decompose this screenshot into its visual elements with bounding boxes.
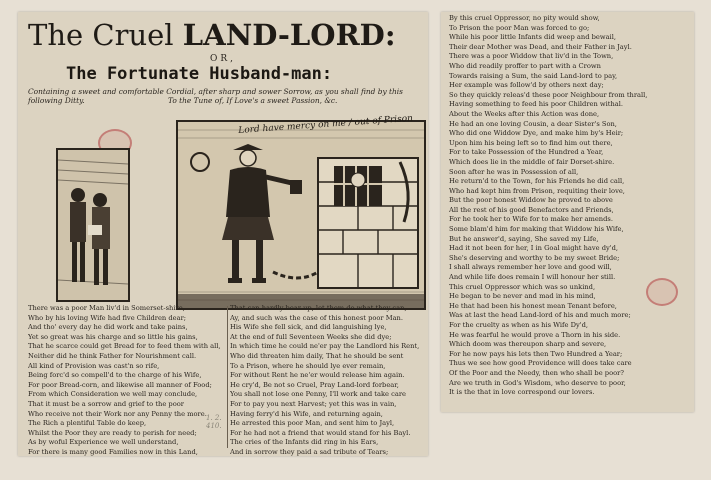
verse-line: Who did readily proffer to part with a Crown (449, 61, 601, 70)
verse-line: Having something to feed his poor Children withal. (449, 100, 624, 109)
verse-line: All kind of Provision was cast'n so rife, (28, 361, 160, 370)
broadside-right-sheet (441, 12, 694, 412)
verse-line: Who did one Widdow Dye, and make him by's Heir; (449, 129, 624, 138)
verse-line: Whilst the Poor they are ready to perish for need; (28, 428, 197, 437)
verse-line: That he scarce could get Bread for to feed them with all, (28, 342, 221, 351)
verse-line: Soon after he was in Possession of all, (449, 167, 579, 176)
verse-line: About the Weeks after this Action was done, (449, 109, 600, 118)
title-or: OR, (209, 54, 236, 64)
verse-line: Who had kept him from Prison, requiting their love, (449, 186, 625, 195)
verse-line: I shall always remember her love and good will, (449, 263, 612, 272)
verse-line: Ay, and such was the case of this honest poor Man. (230, 313, 403, 322)
ballad-title (28, 20, 420, 50)
verse-line: That it must be a sorrow and grief to the poor (28, 399, 184, 408)
verse-line: Thus we see how good Providence will does take care (449, 359, 632, 368)
verse-line: Towards raising a Sum, the said Land-lord to pay, (449, 71, 618, 80)
verse-column-1 (28, 304, 226, 456)
intro-text: Containing a sweet and comfortable Cordial, after sharp and sower Sorrow, as you shall find by this following Ditty. (28, 87, 403, 105)
verse-line: To a Prison, where he should lye ever remain, (230, 361, 386, 370)
woodcut-main-scene (176, 120, 426, 310)
title-prefix: The Cruel (28, 18, 183, 52)
verse-line: But the poor honest Widdow he proved to above (449, 196, 613, 205)
verse-line: Upon him his being left so to find him out there, (449, 138, 613, 147)
verse-line: But he answer'd, saying, She saved my Life, (449, 234, 599, 243)
verse-line: Was at last the head Land-lord of his and much more; (449, 311, 631, 320)
verse-line: From which Consideration we well may conclude, (28, 390, 198, 399)
woodcut-main-art (178, 122, 424, 308)
verse-line: In which time he could ne'er pay the Landlord his Rent, (230, 342, 420, 351)
verse-line: Being forc'd so compell'd to the charge of his Wife, (28, 371, 202, 380)
verse-column-2 (230, 304, 425, 456)
verse-line: Their dear Mother was Dead, and their Father in Jayl. (449, 42, 632, 51)
verse-line: For without Rent he ne'er would release him again. (230, 371, 405, 380)
verse-line: For there is many good Families now in this Land, (28, 447, 198, 456)
verse-line: He arrested this poor Man, and sent him to Jayl, (230, 419, 395, 428)
woodcut-banner-text: Lord have mercy on me / out of Prison (238, 113, 414, 136)
verse-line: Which does lie in the middle of fair Dorset-shire. (449, 157, 615, 166)
verse-line: This cruel Oppressor which was so unkind, (449, 282, 596, 291)
verse-line: Are we truth in God's Wisdom, who deserve to poor, (449, 378, 626, 387)
verse-line: He was fearful he would prove a Thorn in his side. (449, 330, 621, 339)
verse-line: At the end of full Seventeen Weeks she did dye; (230, 332, 392, 341)
verse-line: Neither did he think Father for Nourishment call. (28, 351, 197, 360)
verse-line: Which doom was thereupon sharp and severe, (449, 340, 607, 349)
verse-line: That can hardly bear up, let them do what they can, (230, 304, 407, 312)
verse-line: He return'd to the Town, for his Friends he did call, (449, 177, 625, 186)
verse-line: His Wife she fell sick, and did languishing lye, (230, 323, 387, 332)
woodcut-figures-art (58, 150, 128, 300)
verse-line: He began to be never and mad in his mind, (449, 292, 596, 301)
verse-line: For he now pays his lets then Two Hundred a Year; (449, 349, 623, 358)
verse-line: The cries of the Infants did ring in his Ears, (230, 438, 379, 447)
verse-line: For he had not a friend that would stand for his Bayl. (230, 428, 411, 437)
verse-line: Who receive not their Work nor any Penny the more. (28, 409, 207, 418)
woodcut-figures-left (56, 148, 130, 302)
tune-line: To the Tune of, If Love's a sweet Passion, &c. (168, 96, 338, 105)
verse-line: And tho' every day he did work and take pains, (28, 323, 188, 332)
verse-line: Of the Poor and the Needy, then who shall be poor? (449, 368, 624, 377)
verse-line: He cry'd, Be not so Cruel, Pray Land-lord forbear, (230, 380, 399, 389)
verse-line: There was a poor Man liv'd in Somerset-shire, (28, 304, 185, 312)
verse-line: There was a poor Widdow that liv'd in the Town, (449, 52, 614, 61)
verse-line: For to pay you next Harvest; yet this was in vain, (230, 399, 397, 408)
verse-column-3 (449, 14, 689, 398)
verse-line: It is the that in love correspond our lovers. (449, 388, 595, 397)
verse-line: Having ferry'd his Wife, and returning again, (230, 409, 383, 418)
verse-line: As by woful Experience we well understand, (28, 438, 179, 447)
ballad-subtitle: The Fortunate Husband-man: (66, 64, 333, 84)
verse-line: By this cruel Oppressor, no pity would show, (449, 14, 600, 22)
verse-line: To Prison the poor Man was forced to go; (449, 23, 590, 32)
pencil-annotation: 1. 2. 410. (206, 414, 222, 430)
verse-line: Had it not been for her, I in Goal might have dy'd, (449, 244, 619, 253)
verse-line: And in sorrow they paid a sad tribute of Tears; (230, 447, 389, 456)
verse-line: You shall not lose one Penny, I'll work and take care (230, 390, 406, 399)
verse-line: The Rich a plentiful Table do keep, (28, 419, 147, 428)
verse-line: Who by his loving Wife had five Children dear; (28, 313, 187, 322)
verse-line: All the rest of his good Benefactors and Friends, (449, 205, 614, 214)
broadside-left-sheet (18, 12, 428, 456)
verse-line: He had an one loving Cousin, a dear Sister's Son, (449, 119, 617, 128)
verse-line: For to take Possession of the Hundred a Year, (449, 148, 604, 157)
verse-line: Some blam'd him for making that Widdow his Wife, (449, 225, 624, 234)
verse-line: For the cruelty as when as his Wife Dy'd, (449, 321, 588, 329)
verse-line: Her example was follow'd by others next day; (449, 81, 604, 90)
verse-line: For poor Bread-corn, and likewise all manner of Food; (28, 380, 212, 389)
verse-line: He that had been his honest mean Tenant before, (449, 301, 617, 310)
verse-line: Yet so great was his charge and so little his gains, (28, 332, 198, 341)
verse-line: Who did threaten him daily, That he should be sent (230, 351, 404, 360)
verse-line: And while life does remain I will honour her still. (449, 273, 616, 282)
verse-line: So they quickly releas'd these poor Neighbour from thrall, (449, 90, 648, 99)
title-emphasis: LAND-LORD: (182, 18, 396, 52)
verse-line: She's deserving and worthy to be my sweet Bride; (449, 253, 620, 262)
verse-line: While his poor little Infants did weep and bewail, (449, 33, 616, 42)
verse-line: For he took her to Wife for to make her amends. (449, 215, 613, 224)
